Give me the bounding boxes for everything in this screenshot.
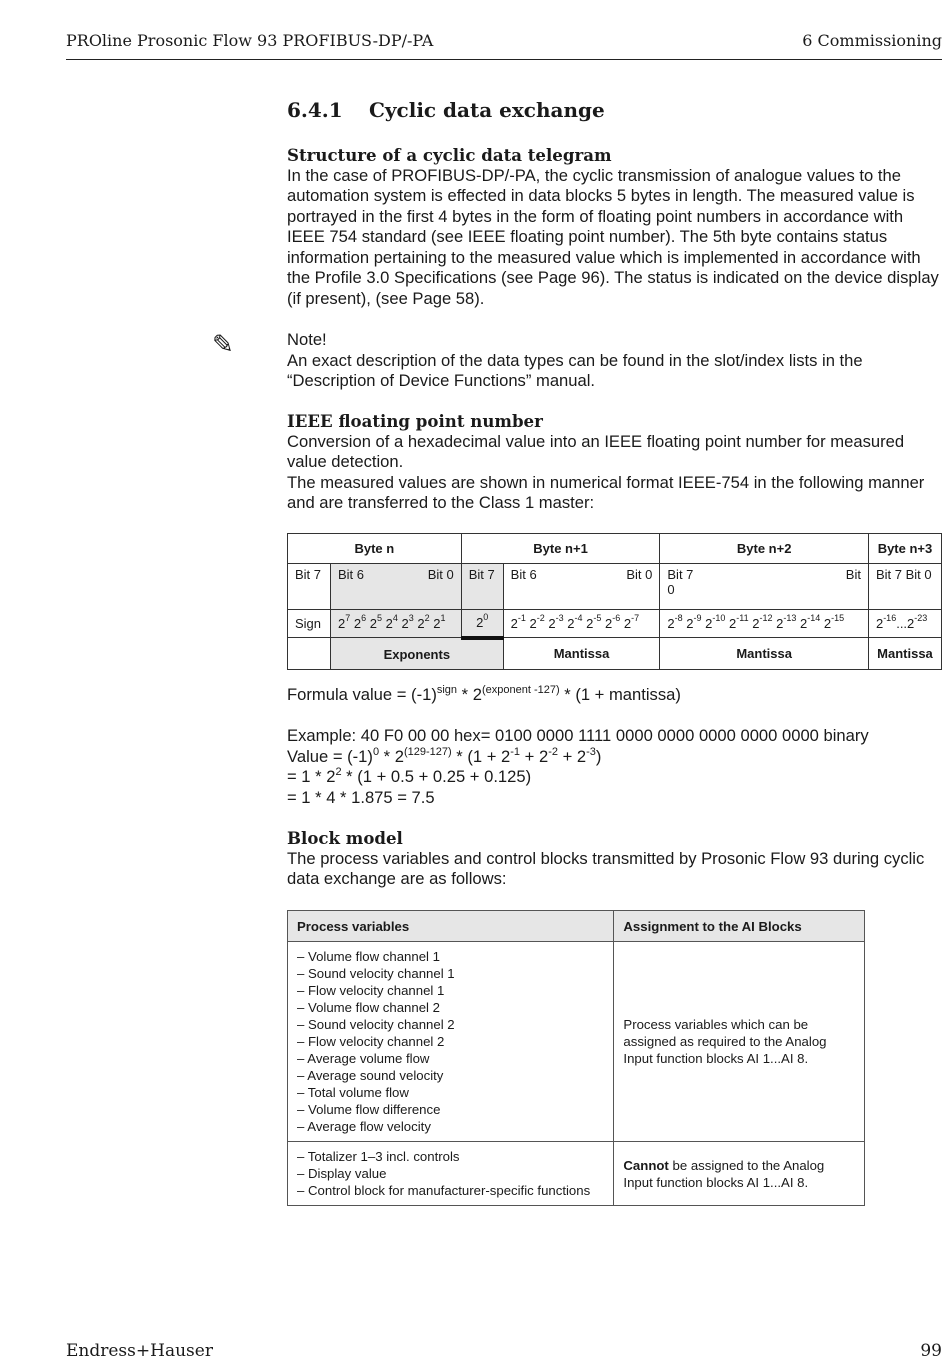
- power-term: $2^{-1}$: [510, 613, 526, 631]
- exponents-label: Exponents: [330, 638, 503, 670]
- list-item: – Totalizer 1–3 incl. controls: [297, 1148, 604, 1165]
- section-number: 6.4.1: [287, 98, 343, 122]
- note-title: Note!: [287, 330, 327, 349]
- power-term: $2^3$: [401, 613, 414, 631]
- list-item: – Average sound velocity: [297, 1067, 604, 1084]
- structure-body: In the case of PROFIBUS-DP/-PA, the cyclic transmission of analogue values to the automation system is effected in data blocks 5 bytes in length. The measured value is portrayed in the first 4 bytes in the form of floating point numbers in accordance with IEEE 754 standard (see IEEE floating point number). The 5th byte contains status information pertaining to the measured value which is implemented in accordance with the Profile 3.0 Specifications (see Page 96). The status is indicated on the device display (if present), (see Page 58).: [287, 165, 939, 308]
- sign-cell: Sign: [288, 610, 331, 638]
- ieee-section: [287, 411, 943, 514]
- list-item: – Control block for manufacturer-specific functions: [297, 1182, 604, 1199]
- mantissa-label-b2: Mantissa: [660, 638, 869, 670]
- assignment-text-2: Cannot be assigned to the Analog Input function blocks AI 1...AI 8.: [614, 1142, 865, 1206]
- block-table-header: [288, 911, 865, 942]
- control-block-list: [288, 1142, 614, 1206]
- mantissa-label-b3: Mantissa: [868, 638, 941, 670]
- page-number: 99: [920, 1341, 942, 1361]
- bit6-0-cell-b1: Bit 6 Bit 0: [503, 564, 660, 610]
- example-line1: Example: 40 F0 00 00 hex= 0100 0000 1111 0000 0000 0000 0000 0000 binary: [287, 726, 869, 745]
- block-table-row: [288, 1142, 865, 1206]
- bit7-0-cell-b2: Bit 7 Bit 0: [660, 564, 869, 610]
- power-term: $2^{-11}$: [729, 613, 749, 631]
- power-term: $2^{-3}$: [548, 613, 564, 631]
- byte-n1: Byte n+1: [461, 534, 660, 564]
- power-term: $2^2$: [417, 613, 430, 631]
- power-term: $2^{-9}$: [686, 613, 702, 631]
- ieee-line2: The measured values are shown in numerical format IEEE-754 in the following manner and are transferred to the Class 1 master:: [287, 472, 925, 512]
- mantissa-powers-b1: [503, 610, 660, 638]
- note-section: [287, 330, 943, 392]
- note-body: An exact description of the data types can be found in the slot/index lists in the “Description of Device Functions” manual.: [287, 350, 863, 390]
- block-table-row: [288, 942, 865, 1142]
- mantissa-powers-b2: [660, 610, 869, 638]
- power-term: $2^{-13}$: [776, 613, 797, 631]
- list-item: – Average volume flow: [297, 1050, 604, 1067]
- section-title: Cyclic data exchange: [369, 98, 605, 122]
- list-item: – Average flow velocity: [297, 1118, 604, 1135]
- label-row: [288, 638, 942, 670]
- list-item: – Display value: [297, 1165, 604, 1182]
- header-chapter: 6 Commissioning: [802, 31, 942, 50]
- formula-line: Formula value = $(-1)^{sign} * 2^{(exponent -127)} * (1$ + mantissa): [287, 684, 681, 704]
- pencil-icon: ✎: [212, 329, 234, 359]
- power-term: $2^6$: [353, 613, 367, 631]
- byte-n3: Byte n+3: [868, 534, 941, 564]
- power-term: $2^{-10}$: [705, 613, 726, 631]
- footer-brand: Endress+Hauser: [66, 1341, 213, 1361]
- block-model-heading: Block model: [287, 828, 403, 848]
- structure-section: [287, 145, 943, 309]
- list-item: – Flow velocity channel 1: [297, 982, 604, 999]
- block-model-body: The process variables and control blocks transmitted by Prosonic Flow 93 during cyclic data exchange are as follows:: [287, 848, 925, 888]
- list-item: – Total volume flow: [297, 1084, 604, 1101]
- list-item: – Volume flow channel 2: [297, 999, 604, 1016]
- mantissa-label-b1: Mantissa: [503, 638, 660, 670]
- power-term: $2^4$: [385, 613, 398, 631]
- structure-heading: Structure of a cyclic data telegram: [287, 145, 612, 165]
- power-term: $2^{-8}$: [667, 613, 683, 631]
- header-title: PROline Prosonic Flow 93 PROFIBUS-DP/-PA: [66, 31, 434, 50]
- power-term: $2^{-2}$: [529, 613, 545, 631]
- power-term: $2^1$: [433, 613, 446, 631]
- process-variable-list: [288, 942, 614, 1142]
- example-line4: = 1 * 4 * 1.875 = 7.5: [287, 787, 435, 807]
- power-term: $2^{-15}$: [823, 613, 845, 631]
- power-term: $2^{-7}$: [623, 613, 640, 631]
- empty-label-cell: [288, 638, 331, 670]
- assignment-text-1: Process variables which can be assigned as required to the Analog Input function blocks AI 1...AI 8.: [614, 942, 865, 1142]
- power-term: $2^{-5}$: [586, 613, 602, 631]
- byte-n2: Byte n+2: [660, 534, 869, 564]
- block-model-section: [287, 828, 943, 890]
- byte-n: Byte n: [288, 534, 462, 564]
- ieee-bit-table: [287, 533, 942, 670]
- bit7-cell: Bit 7: [288, 564, 331, 610]
- value-row: [288, 610, 942, 638]
- power-term: $2^{-12}$: [752, 613, 773, 631]
- bit6-0-cell: Bit 6 Bit 0: [330, 564, 461, 610]
- power-term: $2^5$: [369, 613, 382, 631]
- bit7-cell-b1: Bit 7: [461, 564, 503, 610]
- mantissa-powers-b3: $2^{-16}...2^{-23}$: [868, 610, 941, 638]
- example-line3: = $1 * 2^2 * (1 + 0.5 + 0.25 + 0.125)$: [287, 766, 532, 786]
- bit-row: [288, 564, 942, 610]
- example-section: [287, 726, 943, 808]
- list-item: – Flow velocity channel 2: [297, 1033, 604, 1050]
- power-term: $2^{-6}$: [605, 613, 621, 631]
- col-ai-assignment: Assignment to the AI Blocks: [614, 911, 865, 942]
- byte-row: [288, 534, 942, 564]
- example-line2: Value = $(-1)^0 * 2^{(129-127)} * (1 + 2^{-1} + 2^{-2} + 2^{-3})$: [287, 745, 602, 766]
- bit7-0-cell-b3: Bit 7 Bit 0: [868, 564, 941, 610]
- list-item: – Volume flow difference: [297, 1101, 604, 1118]
- list-item: – Sound velocity channel 1: [297, 965, 604, 982]
- exponent-powers: [330, 610, 461, 638]
- col-process-variables: Process variables: [288, 911, 614, 942]
- power-term: $2^{-14}$: [799, 613, 821, 631]
- power-term: $2^{-4}$: [567, 613, 583, 631]
- ieee-line1: Conversion of a hexadecimal value into an IEEE floating point number for measured value detection.: [287, 431, 905, 471]
- list-item: – Sound velocity channel 2: [297, 1016, 604, 1033]
- power-term: $2^7$: [337, 613, 351, 631]
- list-item: – Volume flow channel 1: [297, 948, 604, 965]
- block-model-table: [287, 910, 865, 1206]
- header-rule: [66, 59, 942, 60]
- ieee-heading: IEEE floating point number: [287, 411, 543, 431]
- power-zero: $2^0$: [461, 610, 503, 638]
